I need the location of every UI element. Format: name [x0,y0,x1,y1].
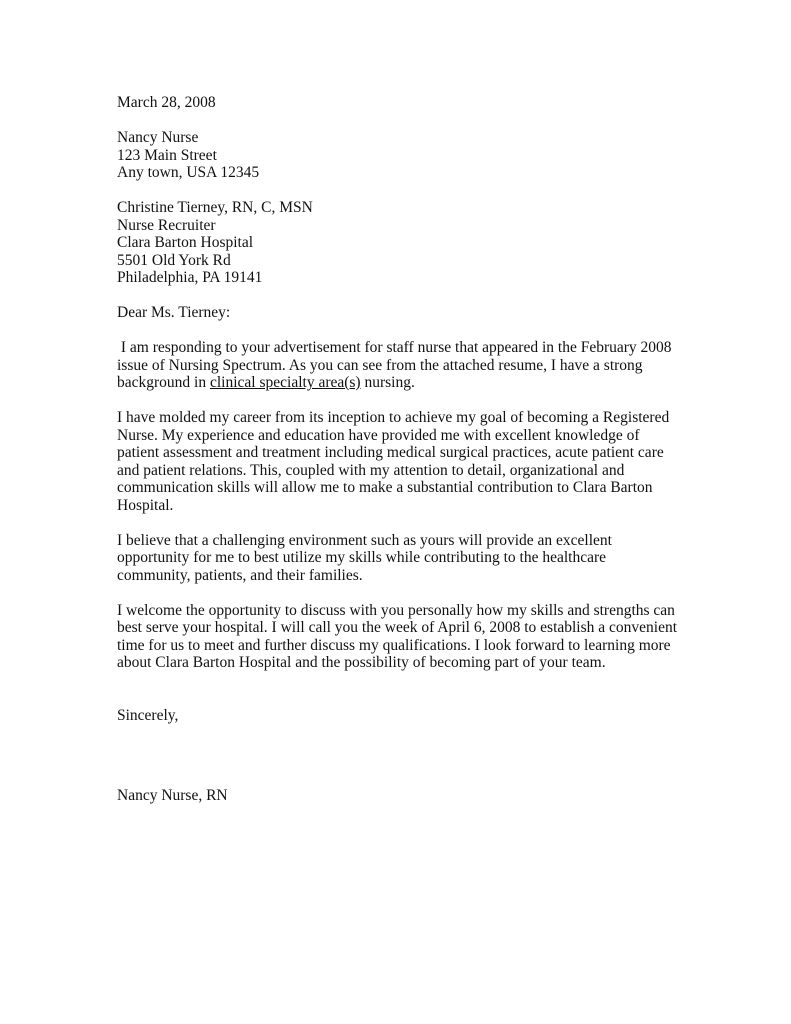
body-paragraph-3: I believe that a challenging environment such as yours will provide an excellent opportunity for me to best utilize my skills while contributing to the healthcare community, patients, and their families. [117,531,616,584]
underlined-phrase: clinical specialty area(s) [209,374,361,391]
paragraph1-text-after: nursing. [360,374,415,391]
salutation-text: Dear Ms. Tierney: [117,304,231,321]
recipient-address-line2: Philadelphia, PA 19141 [117,269,263,286]
recipient-address-line1: 5501 Old York Rd [117,251,231,269]
letter-date: March 28, 2008 [117,94,216,111]
recipient-address-block [117,199,679,287]
body-paragraph-4: I welcome the opportunity to discuss with you personally how my skills and strengths can best serve your hospital. I will call you the week of April 6, 2008 to establish a convenient time for us to meet and further discuss my qualifications. I look forward to learning more about Clara Barton Hospital and the possibility of becoming part of your team. [117,601,681,671]
recipient-title: Nurse Recruiter [117,216,216,234]
signature-name: Nancy Nurse, RN [117,787,228,804]
letter-date-block [117,94,679,112]
body-paragraph-1 [117,339,679,392]
sender-name: Nancy Nurse [117,129,199,146]
sender-address-line1: 123 Main Street [117,146,217,164]
recipient-name: Christine Tierney, RN, C, MSN [117,199,313,216]
salutation [117,304,679,322]
sender-address-block [117,129,679,182]
recipient-organization: Clara Barton Hospital [117,234,254,251]
closing: Sincerely, [117,706,179,724]
body-paragraph-2: I have molded my career from its inception to achieve my goal of becoming a Registered Nurse. My experience and education have provided me with excellent knowledge of patient assessment and treatment including medical surgical practices, acute patient care and patient relations. This, coupled with my attention to detail, organizational and communication skills will allow me to make a substantial contribution to Clara Barton Hospital. [117,409,674,514]
paragraph1-text-before: I am responding to your advertisement for staff nurse that appeared in the February 2008 issue of Nursing Spectrum. As you can see from the attached resume, I have a strong background in [117,339,676,391]
sender-address-line2: Any town, USA 12345 [117,164,260,181]
